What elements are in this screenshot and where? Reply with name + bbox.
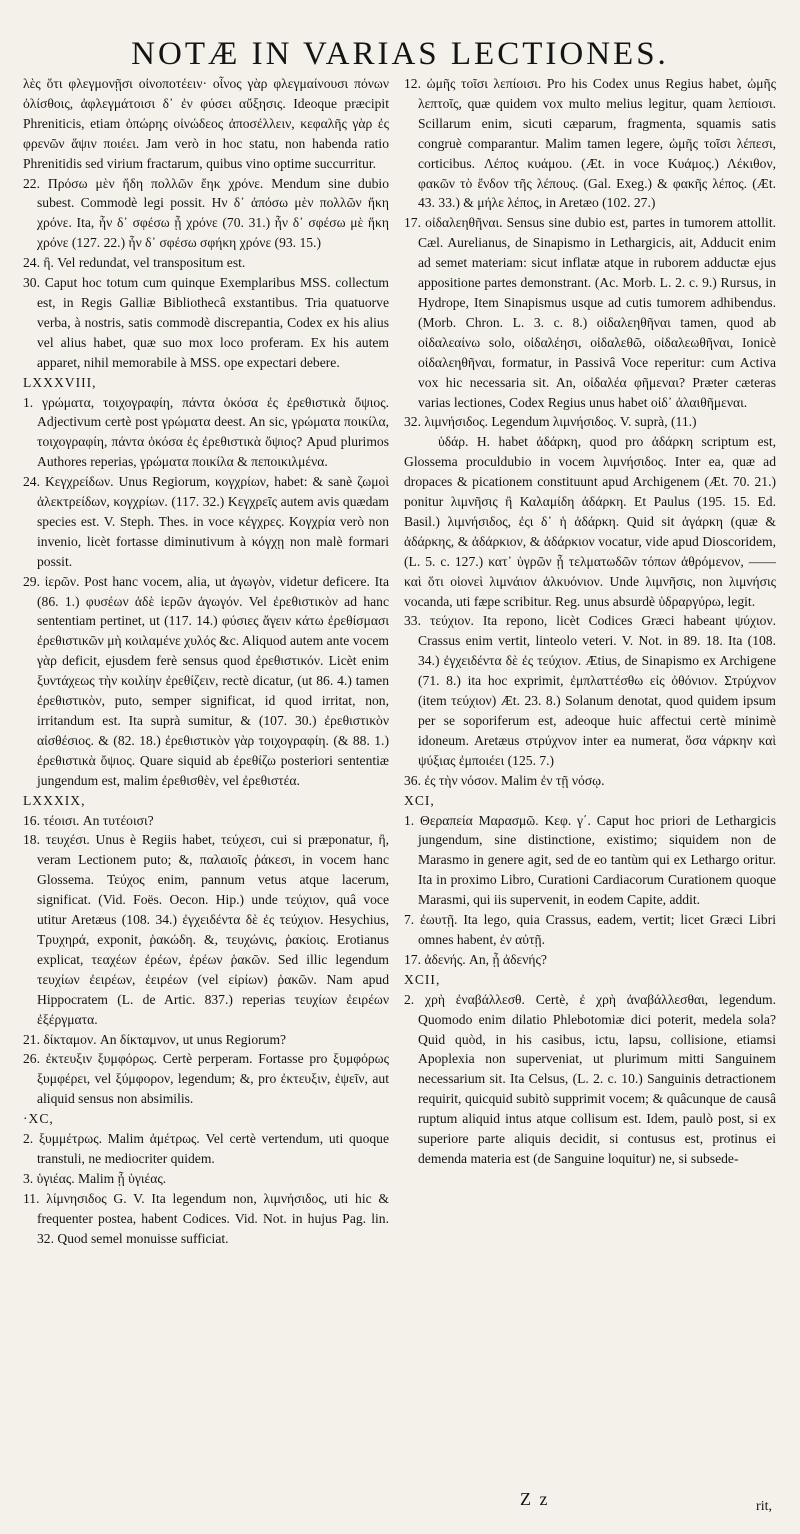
note-entry: 36. ἐς τὴν νόσον. Malim ἐν τῇ νόσῳ. xyxy=(404,772,605,788)
section-heading: XCI, xyxy=(404,792,435,808)
note-entry: 18. τευχέσι. Unus è Regiis habet, τεύχεσι, cui si præponatur, ἢ, veram Lectionem puto; &, παλαιοῖς ῥάκεσι, in vocem hanc Glossema. Τεύχος enim, pannum vetus atque lacerum, significat. (Vid. Foës. Oecon. Hip.) unde τεύχιον, quâ voce utitur Aretæus (108. 34.) ἐγχειδέντα δὲ ἐς τεύχιον. Hesychius, Τρυχηρά, exponit, ῥακώδη. &, τευχώνις, ῥακίοις. Erotianus explicat, τεαχέων ἐρέων, ἐρέων ῥακῶν. Sed illic legendum τευχίων ἐειρέων, ἐειρέων (vel εἰρίων) ῥακῶν. Nam apud Hippocratem (L. de Artic. 837.) reperias τευχίων ἐειρέων ἐξέργματα. xyxy=(23,832,389,1027)
note-entry: 17. ἀδενής. An, ᾖ ἀδενής? xyxy=(404,951,547,967)
section-heading: ·XC, xyxy=(23,1111,54,1127)
note-entry: 32. λιμνήσιδος. Legendum λιμνήσιδος. V. suprà, (11.) xyxy=(404,414,697,430)
note-entry: 2. χρὴ ἐναβάλλεσθ. Certè, ἐ χρὴ ἀναβάλλεσθαι, legendum. Quomodo enim dilatio Phlebotomiæ dici poterit, medela sola? Quid quòd, in his casibus, ictu, lapsu, collisione, etiamsi Apoplexia non superveniat, ut plurimum mitti Sanguinem necessarium sit. Ita Celsus, (L. 2. c. 10.) Sanguinis detractionem requirit, quicquid subitò supprimit vocem; & quâcunque de causâ ruptum aliquid intus atque collisum est. Idem, paulò post, si ex superiore parte aliquis decidit, si contusus est, protinus ei demenda materia est (de Sanguine loquitur) ne, si subsede- xyxy=(404,991,776,1166)
left-column xyxy=(23,74,389,1248)
note-entry: 29. ἱερῶν. Post hanc vocem, alia, ut ἀγωγὸν, videtur deficere. Ita (86. 1.) φυσέων ἀδὲ ἱερῶν ἀγωγόν. Vel ἐρεθιστικὸν ad hanc sententiam pertinet, ut (117. 14.) φύσιες ἄγειν κάτω ἐρεθίσμασι ἐρεθιστικῶν μὴ κοιλαμένε χυλός &c. Aliquod autem ante vocem γὰρ deficit, ejusdem ferè sensus quod ἐρεθιστικόν. Licèt enim ξυντάχεως τὴν κοιλίην ἐρεθίζειν, rectè dicatur, (ut 86. 4.) tamen ἐρεθιστικὸν, puto, semper significat, id quod irritat, non, irritandum est. Ita suprà sumitur, & (107. 30.) ἐρεθιστικὸν αἰσθέσιος. & (82. 18.) ἐρεθιστικὸν γὰρ τοιχογραφίη. (& 88. 1.) ἐρεθιστικὰ ὄψιος. Quare siquid ab ἐρεθίζω posteriori sententiæ jungendum est, malim ἐρεθισθὲν, vel ἐρεθιστέα. xyxy=(23,573,389,788)
note-entry: 17. οἰδαλεηθῆναι. Sensus sine dubio est, partes in tumorem attollit. Cæl. Aurelianus, de Sinapismo in Lethargicis, ait, Adducit enim ad semet materiam: sicut inflatæ atque in ruborem adductæ ejus appositione partes demonstrant. (Ac. Morb. L. 2. c. 9.) Rursus, in Hydrope, Item Sinapismus usque ad cutis tumorem adhibendus. (Morb. Chron. L. 3. c. 8.) οἰδαλεηθῆναι tamen, quod ab οἰδαλεαίνω solo, οἰδαλέησι, οἰδαλεθῶ, οἰδαλεωθῆναι, Ionicè οἰδαλεηθῆναι, formatur, in Passivâ Voce reperitur: cum Activa vox hic necessaria sit. An, οἰδαλέα φῆμεναι? Præter cæteras varias lectiones, Codex Regius unus habet οἰδ᾽ ἀλαιθῆμεναι. xyxy=(404,215,776,410)
note-entry: 1. Θεραπεία Μαρασμῶ. Κεφ. γ΄. Caput hoc priori de Lethargicis jungendum, sine distinctione, existimo; siquidem non de Marasmo in genere agit, sed de eo tantùm qui ex Lethargo oritur. Ita in proximo Libro, Curationi Cardiacorum Curationem quoque Marasmi, qui iis supervenit, in eodem Capite, addit. xyxy=(404,812,776,908)
note-entry: 24. Κεγχρείδων. Unus Regiorum, κογχρίων, habet: & sanè ζωμοὶ ἀλεκτρείδων, κογχρίων. (117. 32.) Κεγχρεῖς autem avis quædam species est. V. Steph. Thes. in voce κέγχρες. Κογχρία verò non invenio, licèt fortasse diminutivum à κόγχῃ non malè formari possit. xyxy=(23,474,389,569)
signature-mark: Z z xyxy=(520,1489,550,1509)
note-entry: 12. ὠμῆς τοῖσι λεπίοισι. Pro his Codex unus Regius habet, ὠμῆς λεπτοῖς, quæ quidem vox multo melius legitur, quam λεπίοισι. Scillarum enim, sicuti cæparum, fragmenta, squamis satis congruè comparantur. Malim tamen legere, ὠμῆς τοῖσι λέπεσι, corticibus. Λέπος κυάμου. (Æt. in voce Κυάμος.) Λέκιθον, φακῶν τὸ ἔνδον τῆς λέπους. (Gal. Exeg.) & φακῆς λέπος. (Æt. 43. 33.) & μήλε λέπος, in Aretæo (102. 27.) xyxy=(404,76,776,211)
right-column xyxy=(404,74,776,1169)
note-entry: 30. Caput hoc totum cum quinque Exemplaribus MSS. collectum est, in Regis Galliæ Bibliothecâ exstantibus. Tria quatuorve verba, à nostris, satis commodè discrepantia, Codex ex his alius vel alius habet, quæ suo mox loco proferam. Ex his autem apparet, nihil memorabile à MSS. ope expectari debere. xyxy=(23,275,389,370)
section-heading: LXXXIX, xyxy=(23,792,86,808)
note-entry: 2. ξυμμέτρως. Malim ἀμέτρως. Vel certè vertendum, uti quoque transtuli, ne mediocriter quidem. xyxy=(23,1131,389,1166)
note-entry: 11. λίμνησιδος G. V. Ita legendum non, λιμνήσιδος, uti hic & frequenter postea, habent Codices. Vid. Not. in hujus Pag. lin. 32. Quod semel monuisse sufficiat. xyxy=(23,1190,389,1246)
note-entry: 1. γρώματα, τοιχογραφίη, πάντα ὁκόσα ἐς ἐρεθιστικὰ ὄψιος. Adjectivum certè post γρώματα deest. An sic, γρώματα ποικίλα, τοιχογραφίη, πάντα ὁκόσα ἐς ἐρεθιστικὰ ὄψιος? Apud plurimos Authores reperias, γρώματα ποικίλα & πεποικιλμένα. xyxy=(23,394,389,470)
section-heading: XCII, xyxy=(404,971,441,987)
note-text: ὑδάρ. H. habet ἀδάρκη, quod pro ἀδάρκη scriptum est, Glossema proculdubio in vocem λιμνήσιδος. Inter ea, quæ ad dropaces & picationem constituunt apud Archigenem (Æt. 70. 21.) ponitur λιμνῆσις ἢ Καλαμίδη ἀδάρκη. Et Paulus (195. 15. Ed. Basil.) λιμνήσιδος, ἐςι δ᾽ ἡ ἀδάρκη. Quid sit ἀγάρκη (quæ & ἀδάρκης, & ἀδάρκιον, & ἀδάρκιον vocatur, vide apud Dioscoridem, (L. 5. c. 127.) κατ᾽ ὑγρῶν ᾖ τελματωδῶν τόπων ἀθρόμενον, —— καὶ ὅτι οἱονεὶ λιμνάιον ἀλκυόνιον. Unde λιμνῆσις, non λιμνήσις vocanda, uti fæpe scribitur. Reg. unus absurdè ὑδραργύρω, legit. xyxy=(404,434,776,609)
note-entry: 26. ἐκτευξιν ξυμφόρως. Certè perperam. Fortasse pro ξυμφόρως ξυμφέρει, vel ξύμφορον, legendum; &, pro ἐκτευξιν, ἐψεῖν, aut aliquid sensus non absimilis. xyxy=(23,1051,389,1107)
note-entry: 21. δίκταμον. An δίκταμνον, ut unus Regiorum? xyxy=(23,1031,287,1047)
note-entry: 22. Πρόσω μὲν ἤδη πολλῶν ἔηκ χρόνε. Mendum sine dubio subest. Commodè legi possit. Ην δ᾽ ἀπόσω μὲν πολλῶν ἤκη χρόνε. Ita, ἦν δ᾽ σφέσω ᾖ χρόνε (70. 31.) ἦν δ᾽ σφέσω μὲ ἥκη χρόνε (127. 22.) ἦν δ᾽ σφέσω σφήκη χρόνε (93. 15.) xyxy=(23,175,389,251)
note-entry: 33. τεύχιον. Ita repono, licèt Codices Græci habeant ψύχιον. Crassus enim vertit, linteolo veteri. V. Not. in 89. 18. Ita (108. 34.) ἐγχειδέντα δὲ ἐς τεύχιον. Ætius, de Sinapismo ex Archigene (71. 8.) ita hoc exprimit, ἐμπλαττέσθω εἰς ὀθόνιον. Στρύχνον (item τεύχιον) Æt. 23. 8.) Solanum denotat, quod quidem ipsum per se soporiferum est, adeoque huic affectui certè minimè idoneum. Aretæus στρύχνον inter ea numerat, ὅσα νάρκην καὶ ψύξιας ἐμποιέει (125. 7.) xyxy=(404,613,776,768)
note-entry: 3. ὑγιέας. Malim ᾖ ὑγιέας. xyxy=(23,1170,167,1186)
note-entry: 24. ἢ. Vel redundat, vel transpositum est. xyxy=(23,255,246,271)
note-text: λὲς ὅτι φλεγμονῇσι οἰνοποτέειν· οἶνος γὰρ φλεγμαίνουσι πόνων ὀλίσθοις, ἀφλεγμάτοισι δ᾽ ἐν φύσει αὔξησις. Ideoque præcipit Phreniticis, etiam ὁπώρης οἰνώδεος ἀποσέλλειν, κεφαλῆς γὰρ ἐς φρενῶν ἅψιν ποιέει. Jam verò in hoc statu, non habenda ratio Phrenitidis sed virium fractarum, quibus vino optime succurritur. xyxy=(23,76,389,171)
note-entry: 7. ἐωυτῇ. Ita lego, quia Crassus, eadem, vertit; licet Græci Libri omnes habent, ἐν αὐτῇ. xyxy=(404,912,776,947)
page-title: NOTÆ IN VARIAS LECTIONES. xyxy=(131,36,669,73)
section-heading: LXXXVIII, xyxy=(23,374,97,390)
note-entry: 16. τέοισι. An τυτέοισι? xyxy=(23,812,154,828)
catchword: rit, xyxy=(756,1499,772,1514)
